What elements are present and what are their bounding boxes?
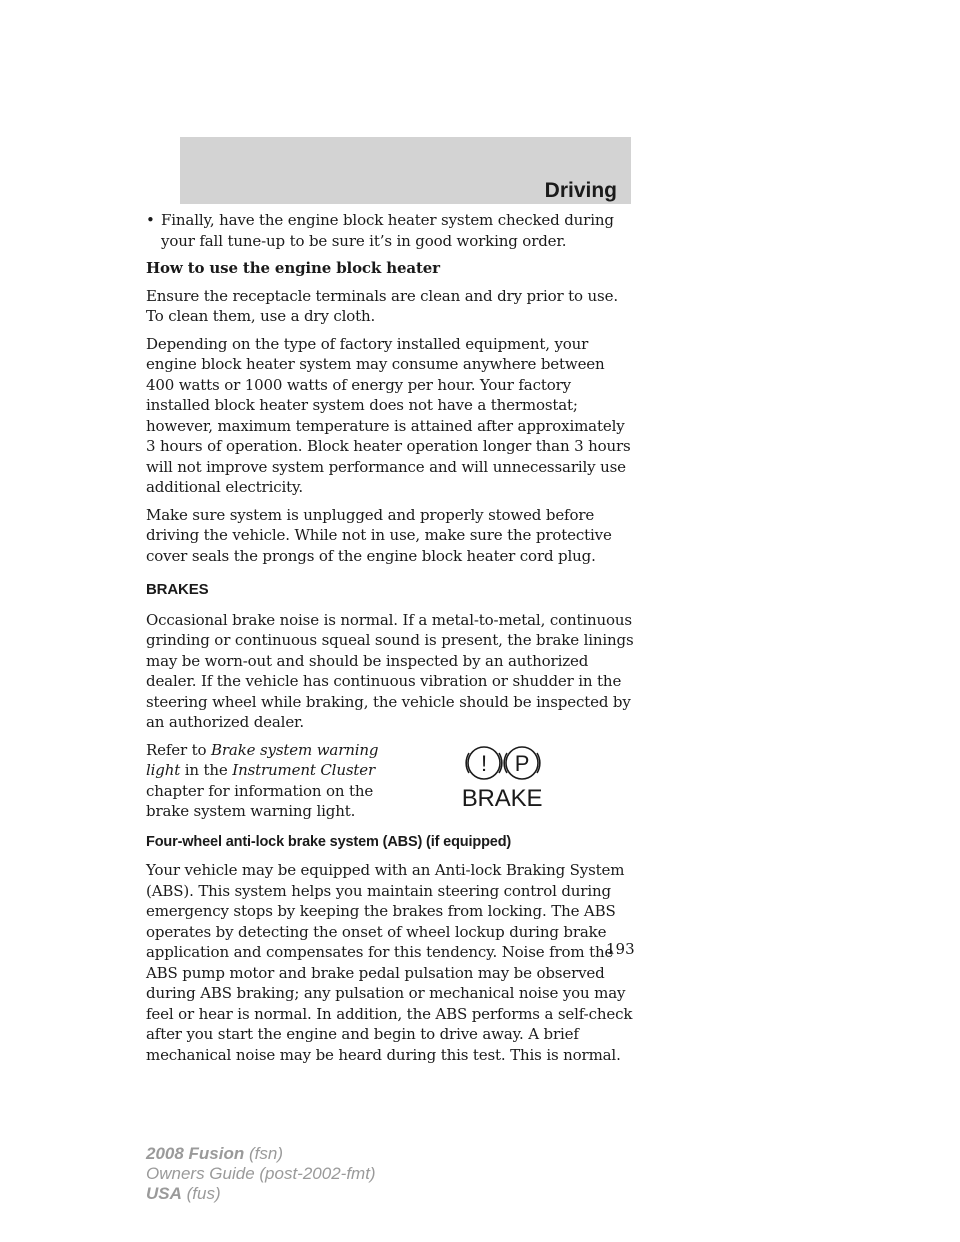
page-content xyxy=(146,210,636,1072)
refer-suffix: chapter for information on the brake system warning light. xyxy=(146,781,374,820)
section-title: Driving xyxy=(544,179,617,202)
footer-model-code: (fsn) xyxy=(249,1144,283,1163)
block-heater-heading: How to use the engine block heater xyxy=(146,259,440,277)
abs-heading: Four-wheel anti-lock brake system (ABS) (if equipped) xyxy=(146,833,512,850)
brake-warning-reference xyxy=(146,740,636,818)
bullet-text: Finally, have the engine block heater system checked during your fall tune-up to be sure it’s in good working order. xyxy=(161,211,614,250)
brakes-heading: BRAKES xyxy=(146,581,209,598)
exclaim-glyph: ! xyxy=(481,750,487,776)
instrument-cluster-link: Instrument Cluster xyxy=(232,761,376,779)
footer-line-3 xyxy=(146,1184,376,1204)
footer-market: USA xyxy=(146,1184,182,1203)
block-heater-paragraph-1: Ensure the receptacle terminals are clean and dry prior to use. To clean them, use a dry cloth. xyxy=(146,286,618,325)
brake-reference-text xyxy=(146,740,416,822)
bullet-dot-icon: • xyxy=(146,211,155,229)
abs-paragraph: Your vehicle may be equipped with an Anti-lock Braking System (ABS). This system helps you maintain steering control during emergency stops by keeping the brakes from locking. The ABS operates by detecting the onset of wheel lockup during brake application and compensates for this tendency. Noise from the ABS pump motor and brake pedal pulsation may be observed during ABS braking; any pulsation or mechanical noise you may feel or hear is normal. In addition, the ABS performs a self-check after you start the engine and begin to drive away. A brief mechanical noise may be heard during this test. This is normal. xyxy=(146,861,633,1064)
block-heater-paragraph-3: Make sure system is unplugged and properly stowed before driving the vehicle. While not in use, make sure the protective cover seals the prongs of the engine block heater cord plug. xyxy=(146,505,612,565)
footer-line-1 xyxy=(146,1144,376,1164)
brake-warning-link: Brake system warning light xyxy=(146,740,379,779)
bullet-item xyxy=(146,210,636,251)
brake-warning-icon xyxy=(442,743,562,811)
block-heater-paragraph-2: Depending on the type of factory installed equipment, your engine block heater system may consume anywhere between 400 watts or 1000 watts of energy per hour. Your factory installed block heater system does not have a thermostat; however, maximum temperature is attained after approximately 3 hours of operation. Block heater operation longer than 3 hours will not improve system performance and will unnecessarily use additional electricity. xyxy=(146,334,631,496)
footer-model: 2008 Fusion xyxy=(146,1144,245,1163)
footer-market-code: (fus) xyxy=(186,1184,221,1203)
parking-glyph: P xyxy=(514,750,530,776)
refer-mid: in the xyxy=(184,761,228,779)
section-header-band xyxy=(180,137,631,204)
brakes-paragraph: Occasional brake noise is normal. If a metal-to-metal, continuous grinding or continuous squeal sound is present, the brake linings may be worn-out and should be inspected by an authorized dealer. If the vehicle has continuous vibration or shudder in the steering wheel while braking, the vehicle should be inspected by an authorized dealer. xyxy=(146,610,634,731)
document-footer xyxy=(146,1144,376,1204)
refer-prefix: Refer to xyxy=(146,740,207,759)
brake-label: BRAKE xyxy=(461,784,543,811)
footer-line-2: Owners Guide (post-2002-fmt) xyxy=(146,1164,376,1183)
page-number: 193 xyxy=(606,940,635,958)
